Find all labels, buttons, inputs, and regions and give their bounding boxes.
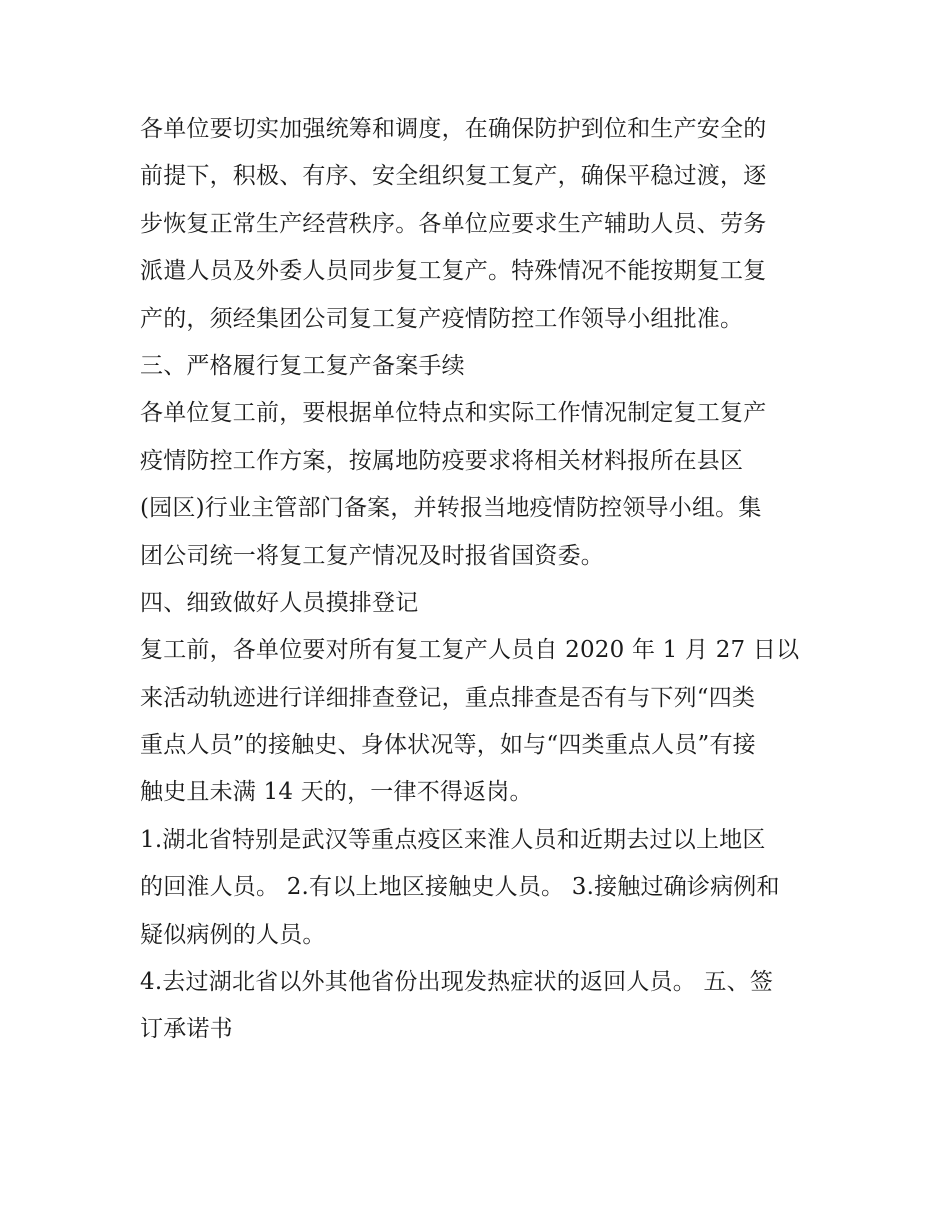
document-body: [140, 106, 820, 1054]
text-line: 步恢复正常生产经营秩序。各单位应要求生产辅助人员、劳务: [140, 210, 767, 237]
text-line: 触史且未满 14 天的，一律不得返岗。: [140, 779, 533, 806]
section-heading: 四、细致做好人员摸排登记: [140, 589, 419, 616]
list-item-line: 疑似病例的人员。: [140, 921, 326, 948]
list-item-line: 4.去过湖北省以外其他省份出现发热症状的返回人员。 五、签: [140, 969, 774, 996]
text-line: 团公司统一将复工复产情况及时报省国资委。: [140, 542, 604, 569]
text-line: (园区)行业主管部门备案，并转报当地疫情防控领导小组。集: [140, 495, 762, 522]
list-item-line: 1.湖北省特别是武汉等重点疫区来淮人员和近期去过以上地区: [140, 826, 766, 853]
text-line: 前提下，积极、有序、安全组织复工复产，确保平稳过渡，逐: [140, 163, 767, 190]
list-item-line: 的回淮人员。 2.有以上地区接触史人员。 3.接触过确诊病例和: [140, 874, 780, 901]
text-line: 来活动轨迹进行详细排查登记，重点排查是否有与下列“四类: [140, 684, 756, 711]
text-line: 各单位复工前，要根据单位特点和实际工作情况制定复工复产: [140, 400, 767, 427]
text-line: 疫情防控工作方案，按属地防疫要求将相关材料报所在县区: [140, 447, 744, 474]
text-line: 派遣人员及外委人员同步复工复产。特殊情况不能按期复工复: [140, 258, 767, 285]
text-line: 复工前，各单位要对所有复工复产人员自 2020 年 1 月 27 日以: [140, 637, 800, 664]
section-heading: 订承诺书: [140, 1016, 233, 1043]
text-line: 重点人员”的接触史、身体状况等，如与“四类重点人员”有接: [140, 732, 756, 759]
text-line: 产的，须经集团公司复工复产疫情防控工作领导小组批准。: [140, 305, 744, 332]
text-line: 各单位要切实加强统筹和调度，在确保防护到位和生产安全的: [140, 116, 767, 142]
section-heading: 三、严格履行复工复产备案手续: [140, 352, 465, 379]
